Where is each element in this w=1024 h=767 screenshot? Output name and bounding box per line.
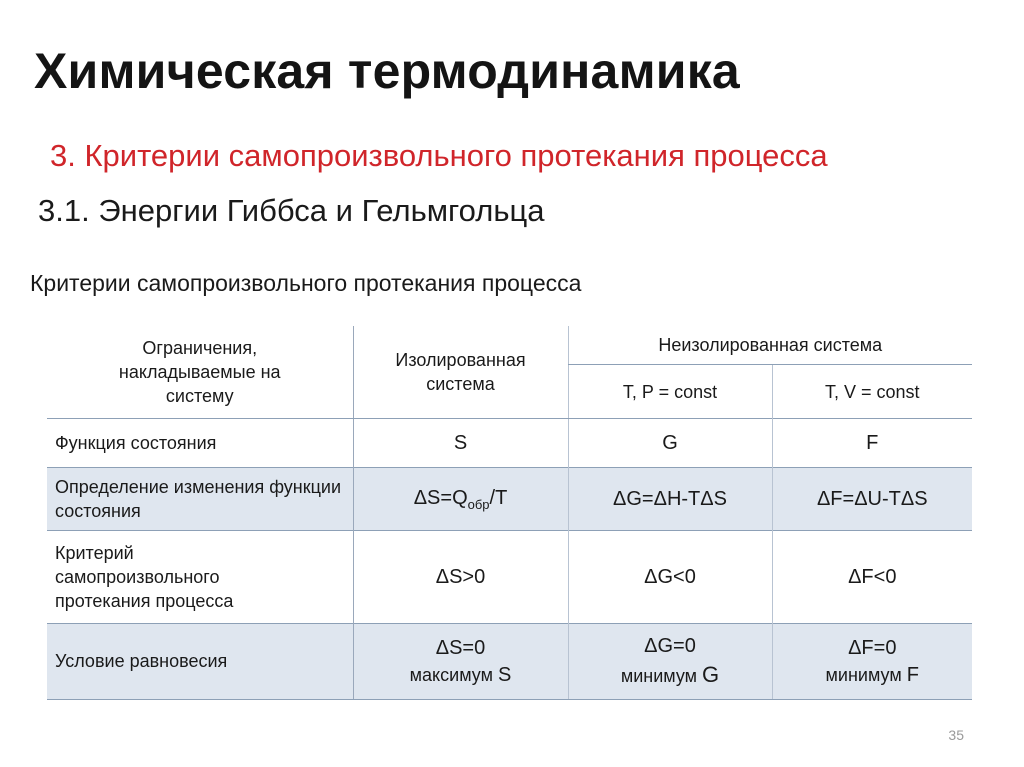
table-row (47, 624, 972, 700)
cell-tp: ΔG<0 (568, 531, 772, 624)
cell-isolated: ΔS=0 максимум S (353, 624, 568, 700)
header-restrictions: Ограничения, накладываемые на систему (47, 326, 353, 419)
section-heading: 3. Критерии самопроизвольного протекания процесса (50, 138, 828, 173)
row-label: Условие равновесия (47, 624, 353, 700)
table-row (47, 531, 972, 624)
cell-isolated: ΔS>0 (353, 531, 568, 624)
cell-tv: ΔF=ΔU-TΔS (772, 468, 972, 531)
cell-tv: F (772, 419, 972, 468)
cell-tp: G (568, 419, 772, 468)
table-caption: Критерии самопроизвольного протекания процесса (30, 270, 582, 296)
cell-tp: ΔG=0 минимум G (568, 624, 772, 700)
row-label: Определение изменения функции состояния (47, 468, 353, 531)
header-tv: T, V = const (772, 365, 972, 419)
header-nonisolated: Неизолированная система (568, 326, 972, 365)
table-row (47, 419, 972, 468)
header-tp: T, P = const (568, 365, 772, 419)
cell-tv: ΔF=0 минимум F (772, 624, 972, 700)
page-number: 35 (948, 727, 964, 743)
cell-tv: ΔF<0 (772, 531, 972, 624)
table-row (47, 468, 972, 531)
table-header-row (47, 326, 972, 365)
criteria-table (47, 326, 972, 700)
row-label: Функция состояния (47, 419, 353, 468)
page-title: Химическая термодинамика (34, 43, 740, 99)
row-label: Критерий самопроизвольного протекания процесса (47, 531, 353, 624)
cell-isolated: S (353, 419, 568, 468)
cell-isolated: $\Delta S=Q_{обр}/T$ (353, 468, 568, 531)
cell-tp: ΔG=ΔH-TΔS (568, 468, 772, 531)
header-isolated: Изолированная система (353, 326, 568, 419)
subsection-heading: 3.1. Энергии Гиббса и Гельмгольца (38, 193, 545, 228)
